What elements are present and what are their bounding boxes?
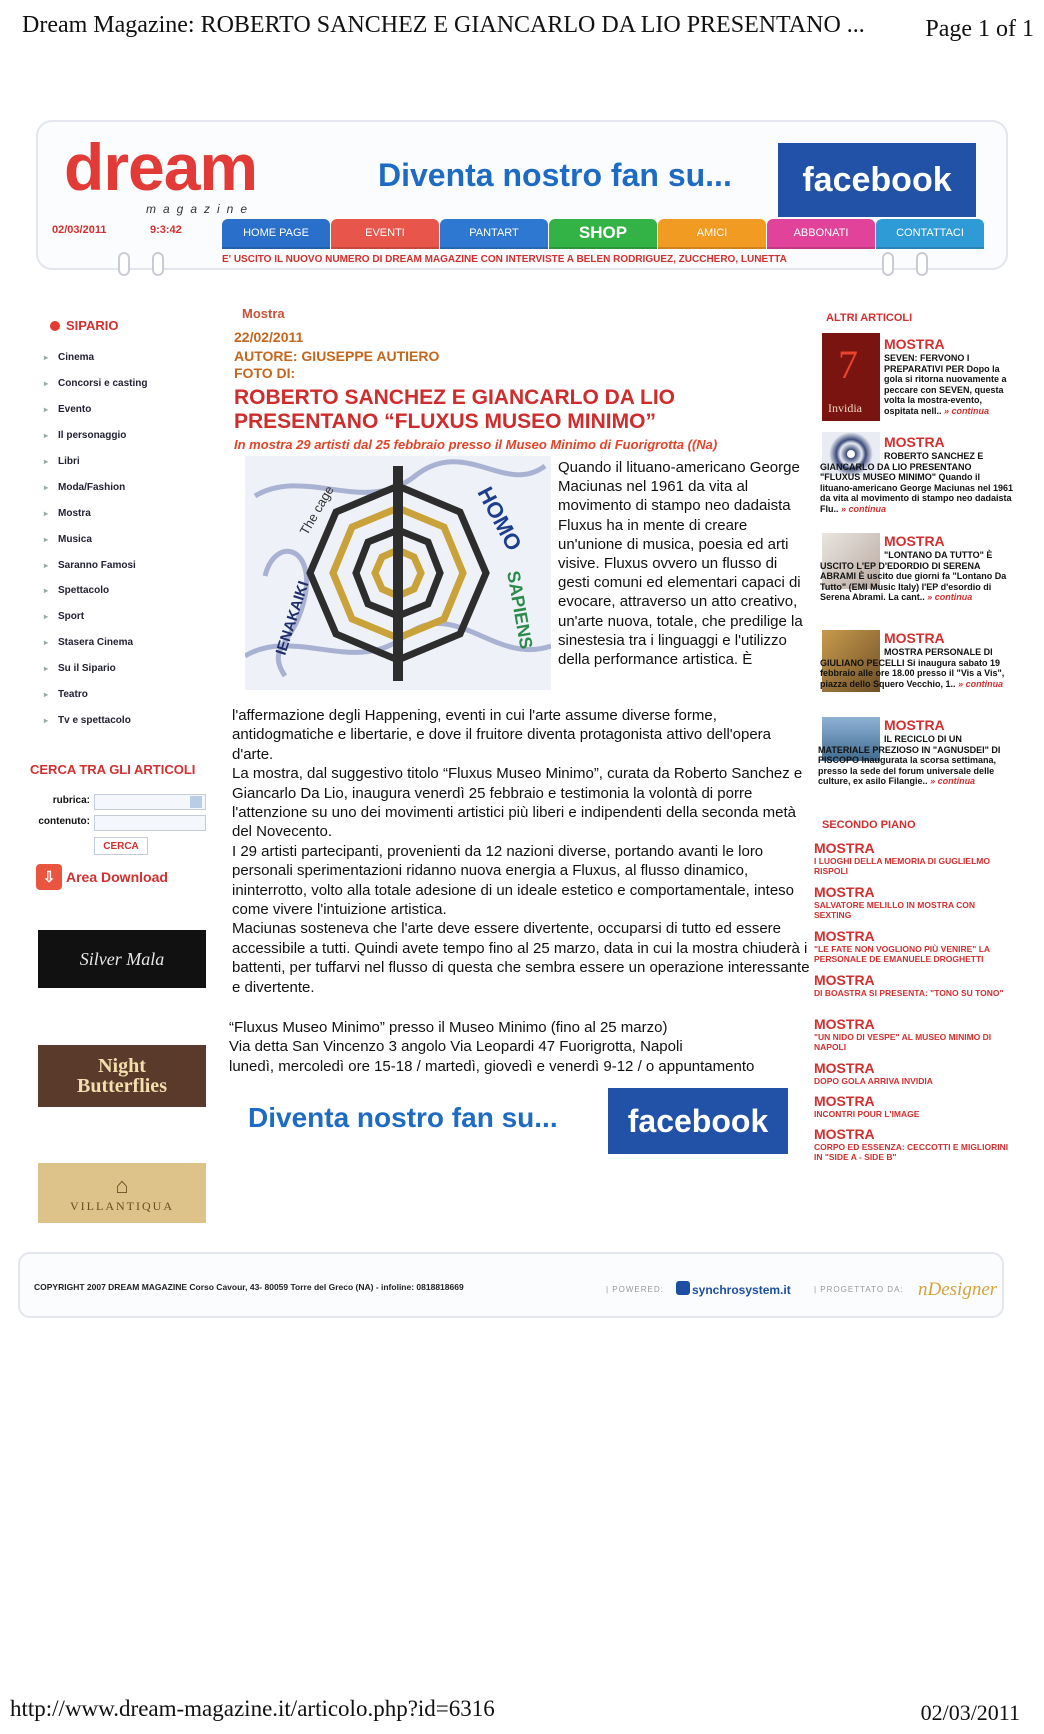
print-date: 02/03/2011 (920, 1700, 1020, 1725)
binder-ring (882, 252, 894, 276)
article-photo-credit: FOTO DI: (234, 365, 296, 381)
nav-abbonati[interactable]: ABBONATI (767, 219, 875, 249)
secondo-piano-category: MOSTRA (814, 1093, 875, 1109)
binder-ring (152, 252, 164, 276)
article-author: AUTORE: GIUSEPPE AUTIERO (234, 348, 440, 364)
secondo-piano-title: I LUOGHI DELLA MEMORIA DI GUGLIELMO RISPOLI (814, 856, 990, 876)
area-download-link[interactable]: Area Download (66, 869, 168, 885)
seven-icon: 7 (838, 342, 858, 387)
sidebar-item-personaggio[interactable] (44, 423, 224, 449)
related-category[interactable]: MOSTRA (884, 336, 945, 352)
sidebar-item-saranno-famosi[interactable] (44, 552, 224, 578)
sidebar-item-concorsi[interactable] (44, 371, 224, 397)
continua-link[interactable]: » continua (930, 776, 976, 786)
sidebar-item-sport[interactable] (44, 604, 224, 630)
header-date: 02/03/2011 (52, 224, 107, 236)
continua-link[interactable]: » continua (958, 678, 1004, 689)
header-time: 9:3:42 (150, 224, 182, 236)
continua-link[interactable]: » continua (927, 592, 973, 602)
secondo-piano-category: MOSTRA (814, 1060, 875, 1076)
secondo-piano-item[interactable] (814, 1060, 1014, 1086)
synchrosystem-link[interactable]: synchrosystem.it (692, 1283, 791, 1297)
related-category[interactable]: MOSTRA (884, 717, 945, 733)
related-text: IL RECICLO DI UN MATERIALE PREZIOSO IN "AGNUSDEI" DI PISCOPO Inaugurata la scorsa settimana, presso la sede del forum universale delle culture, ex asilo Filangie.. (818, 734, 1001, 786)
nav-eventi[interactable]: EVENTI (331, 219, 439, 249)
secondo-piano-item[interactable] (814, 1093, 1014, 1119)
other-articles-heading: ALTRI ARTICOLI (826, 312, 913, 324)
sidebar-item-label: Teatro (58, 689, 88, 701)
related-category[interactable]: MOSTRA (884, 630, 945, 646)
event-info-line: lunedì, mercoledì ore 15-18 / martedì, giovedì e venerdì 9-12 / o appuntamento (229, 1057, 755, 1075)
related-summary[interactable] (820, 647, 1014, 689)
arrow-icon: ▸ (44, 457, 49, 466)
sidebar-item-label: Concorsi e casting (58, 378, 148, 390)
article-category: Mostra (242, 306, 285, 321)
sidebar-item-label: Tv e spettacolo (58, 714, 131, 726)
sidebar-item-label: Mostra (58, 507, 91, 519)
related-category[interactable]: MOSTRA (884, 533, 945, 549)
sidebar-item-label: Stasera Cinema (58, 637, 134, 649)
related-text: MOSTRA PERSONALE DI GIULIANO PECELLI Si inaugura sabato 19 febbraio alle ore 18.00 presso il "Vis a Vis", piazza dello Squero Vecchio, 1.. (820, 647, 1005, 689)
article-paragraph: I 29 artisti partecipanti, provenienti da 12 nazioni diverse, portando avanti le loro personali sperimentazioni ridanno nuova energia a Fluxus, al flusso dinamico, ininterrotto, volto alla totale adesione di un ideale estetico e comportamentale, inteso come vivere l'intuizione artistica. (232, 842, 795, 919)
sidebar-item-label: Cinema (58, 352, 95, 364)
secondo-piano-title: CORPO ED ESSENZA: CECCOTTI E MIGLIORINI IN "SIDE A - SIDE B" (814, 1142, 1009, 1162)
sidebar-item-tv[interactable] (44, 707, 224, 733)
sidebar-item-label: Spettacolo (58, 585, 110, 597)
sidebar-item-label: Saranno Famosi (58, 559, 136, 571)
download-icon[interactable]: ⇩ (36, 864, 62, 890)
arrow-icon: ▸ (44, 664, 49, 674)
facebook-logo: facebook (778, 143, 976, 217)
sidebar-item-su-il-sipario[interactable] (44, 656, 224, 682)
article-paragraph: La mostra, dal suggestivo titolo “Fluxus Museo Minimo”, curata da Roberto Sanchez e Giancarlo Da Lio, inaugura venerdì 25 febbraio e testimonia la volontà di porre l'attenzione su uno dei movimenti artistici più liberi e indipendenti della seconda metà del Novecento. (232, 765, 803, 841)
event-info-line: “Fluxus Museo Minimo” presso il Museo Minimo (fino al 25 marzo) (229, 1019, 668, 1036)
ad-text: Butterflies (77, 1075, 167, 1097)
arrow-icon: ▸ (44, 586, 49, 596)
nav-home[interactable]: HOME PAGE (222, 219, 330, 249)
designer-signature[interactable]: nDesigner (918, 1279, 998, 1300)
contenuto-input[interactable] (94, 815, 206, 831)
footer-copyright: COPYRIGHT 2007 DREAM MAGAZINE Corso Cavour, 43- 80059 Torre del Greco (NA) - infoline: 0818818669 (34, 1282, 464, 1292)
print-title: Dream Magazine: ROBERTO SANCHEZ E GIANCARLO DA LIO PRESENTANO ... (22, 12, 865, 38)
continua-link[interactable]: » continua (841, 503, 887, 514)
facebook-banner-text: Diventa nostro fan su... (248, 1102, 558, 1133)
arrow-icon: ▸ (44, 508, 49, 518)
binder-ring (118, 252, 130, 276)
secondo-piano-category: MOSTRA (814, 840, 875, 856)
arrow-icon: ▸ (44, 405, 49, 415)
facebook-banner[interactable] (378, 143, 976, 217)
sidebar-item-spettacolo[interactable] (44, 578, 224, 604)
image-word: The cage (296, 483, 337, 538)
secondo-piano-title: "LE FATE NON VOGLIONO PIÙ VENIRE" LA PERSONALE DE EMANUELE DROGHETTI (814, 944, 990, 964)
secondo-piano-title: INCONTRI POUR L'IMAGE (814, 1109, 920, 1119)
nav-shop[interactable]: SHOP (549, 219, 657, 249)
image-word: HOMO (472, 482, 527, 555)
ad-night-butterflies[interactable] (38, 1045, 206, 1107)
related-category[interactable]: MOSTRA (884, 434, 945, 450)
secondo-piano-item[interactable] (814, 928, 1014, 964)
ad-text: VILLANTIQUA (70, 1198, 174, 1213)
binder-ring (916, 252, 928, 276)
arrow-icon: ▸ (44, 715, 49, 725)
article-thumbnail[interactable] (822, 333, 880, 421)
secondo-piano-item[interactable] (814, 1016, 1014, 1052)
sidebar-item-label: Musica (58, 533, 92, 545)
secondo-piano-item[interactable] (814, 972, 1014, 998)
site-logo[interactable]: dream (64, 130, 258, 204)
main-nav (222, 219, 985, 249)
secondo-piano-title: DOPO GOLA ARRIVA INVIDIA (814, 1076, 933, 1086)
ad-villantiqua[interactable] (38, 1163, 206, 1223)
chevron-down-icon[interactable] (190, 796, 202, 808)
category-list (44, 345, 224, 733)
nav-pantart[interactable]: PANTART (440, 219, 548, 249)
rubrica-label: rubrica: (52, 795, 90, 806)
nav-amici[interactable]: AMICI (658, 219, 766, 249)
sidebar-item-label: Su il Sipario (58, 663, 116, 675)
print-url: http://www.dream-magazine.it/articolo.php?id=6316 (10, 1696, 495, 1721)
arrow-icon: ▸ (44, 431, 49, 441)
footer-designed-label: | PROGETTATO DA: (814, 1285, 904, 1294)
arrow-icon: ▸ (44, 482, 49, 492)
sidebar-item-teatro[interactable] (44, 682, 224, 708)
article-date: 22/02/2011 (234, 329, 304, 345)
site-logo-subtitle: magazine (146, 202, 255, 216)
villa-logo-icon: ⌂ (115, 1172, 129, 1198)
article-image (245, 456, 551, 690)
secondo-piano-category: MOSTRA (814, 972, 875, 988)
related-summary[interactable] (820, 550, 1014, 603)
sidebar-item-stasera-cinema[interactable] (44, 630, 224, 656)
related-summary[interactable] (820, 451, 1014, 514)
search-title: CERCA TRA GLI ARTICOLI (30, 762, 196, 777)
article-paragraph: l'affermazione degli Happening, eventi in cui l'arte assume diverse forme, antidogmatiche e libertarie, e dove il fruitore diventa protagonista attivo dell'opera d'arte. (232, 707, 772, 763)
sidebar-item-label: Moda/Fashion (58, 481, 126, 493)
image-word: IENAKAIKI (272, 579, 313, 658)
facebook-logo: facebook (608, 1088, 788, 1154)
sidebar-item-label: Sport (58, 611, 85, 623)
secondo-piano-item[interactable] (814, 1126, 1014, 1162)
event-info-line: Via detta San Vincenzo 3 angolo Via Leopardi 47 Fuorigrotta, Napoli (229, 1038, 683, 1056)
secondo-piano-item[interactable] (814, 840, 1014, 876)
article-paragraph: Quando il lituano-americano George Maciunas nel 1961 da vita al movimento di stampo neo dadaista Fluxus ha in mente di creare un'unione di musica, poesia ed arti visive. Fluxus ovvero un flusso di gesti comuni ed elementari capaci di evocare, attraverso un atto creativo, un'arte nuova, totale, che predilige la sinestesia tra i linguaggi e l'utilizzo della performance artistica. È (558, 459, 803, 669)
secondo-piano-category: MOSTRA (814, 1126, 875, 1142)
arrow-icon: ▸ (44, 353, 49, 363)
arrow-icon: ▸ (44, 638, 49, 648)
article-paragraph: Maciunas sosteneva che l'arte deve essere divertente, occuparsi di tutto ed essere accessibile a tutti. Quindi avete tempo fino al 25 marzo, data in cui la mostra chiuderà i battenti, per tuffarvi nel flusso di questa che sembra essere un operazione interessante e divertente. (232, 920, 810, 996)
secondo-piano-title: DI BOASTRA SI PRESENTA: "TONO SU TONO" (814, 988, 1004, 998)
secondo-piano-title: SALVATORE MELILLO IN MOSTRA CON SEXTING (814, 900, 976, 920)
ad-text: Night (98, 1055, 146, 1077)
article-body (232, 706, 812, 997)
arrow-icon: ▸ (44, 612, 49, 622)
nav-contattaci[interactable]: CONTATTACI (876, 219, 984, 249)
secondo-piano-category: MOSTRA (814, 1016, 875, 1032)
sidebar-item-moda[interactable] (44, 474, 224, 500)
sidebar-item-cinema[interactable] (44, 345, 224, 371)
sidebar-item-musica[interactable] (44, 526, 224, 552)
image-word: SAPIENS (503, 569, 537, 651)
sidebar-item-evento[interactable] (44, 397, 224, 423)
secondo-piano-category: MOSTRA (814, 884, 875, 900)
news-ticker[interactable]: E' USCITO IL NUOVO NUMERO DI DREAM MAGAZINE CON INTERVISTE A BELEN RODRIGUEZ, ZUCCHERO, LUNETTA (222, 254, 787, 265)
search-button[interactable]: CERCA (94, 837, 148, 855)
sidebar-heading: SIPARIO (66, 318, 119, 333)
secondo-piano-title: "UN NIDO DI VESPE" AL MUSEO MINIMO DI NAPOLI (814, 1032, 992, 1052)
facebook-banner[interactable] (248, 1088, 788, 1154)
sidebar-item-mostra[interactable] (44, 500, 224, 526)
thumbnail-label: Invidia (828, 401, 862, 415)
related-summary[interactable] (818, 734, 1014, 787)
arrow-icon: ▸ (44, 534, 49, 544)
secondo-piano-category: MOSTRA (814, 928, 875, 944)
sidebar-item-label: Il personaggio (58, 430, 127, 442)
related-text: "LONTANO DA TUTTO" È USCITO L'EP D'EDORDIO DI SERENA ABRAMI È uscito due giorni fa "Lontano Da Tutto" (EMI Music Italy) l'EP d'esordio di Serena Abrami. La cant.. (820, 550, 1007, 602)
related-text: ROBERTO SANCHEZ E GIANCARLO DA LIO PRESENTANO "FLUXUS MUSEO MINIMO" Quando il lituano-americano George Maciunas nel 1961 da vita al movimento di stampo neo dadaista Flu.. (820, 451, 1014, 514)
arrow-icon: ▸ (44, 690, 49, 700)
secondo-piano-item[interactable] (814, 884, 1014, 920)
article-title: ROBERTO SANCHEZ E GIANCARLO DA LIO PRESENTANO “FLUXUS MUSEO MINIMO” (234, 386, 676, 433)
ad-silver-mala[interactable]: Silver Mala (38, 930, 206, 988)
sidebar-item-libri[interactable] (44, 449, 224, 475)
event-info (229, 1018, 809, 1076)
contenuto-label: contenuto: (38, 816, 90, 827)
print-page-number: Page 1 of 1 (925, 16, 1034, 42)
related-summary[interactable] (884, 353, 1014, 416)
synchrosystem-logo-icon (676, 1281, 690, 1295)
continua-link[interactable]: » continua (944, 405, 990, 416)
arrow-icon: ▸ (44, 379, 49, 389)
sidebar-item-label: Libri (58, 456, 80, 467)
secondo-piano-heading: SECONDO PIANO (822, 819, 916, 831)
footer-powered-label: | POWERED: (606, 1285, 664, 1294)
arrow-icon: ▸ (44, 560, 49, 570)
article-subtitle: In mostra 29 artisti dal 25 febbraio presso il Museo Minimo di Fuorigrotta ((Na) (234, 437, 718, 452)
bullet-icon (50, 321, 60, 331)
related-text: SEVEN: FERVONO I PREPARATIVI PER Dopo la gola si ritorna nuovamente a peccare con SEVEN, questa volta la mostra-evento, ospitata nell.. (884, 353, 1007, 416)
sidebar-item-label: Evento (58, 404, 92, 416)
facebook-banner-text: Diventa nostro fan su... (378, 157, 732, 193)
